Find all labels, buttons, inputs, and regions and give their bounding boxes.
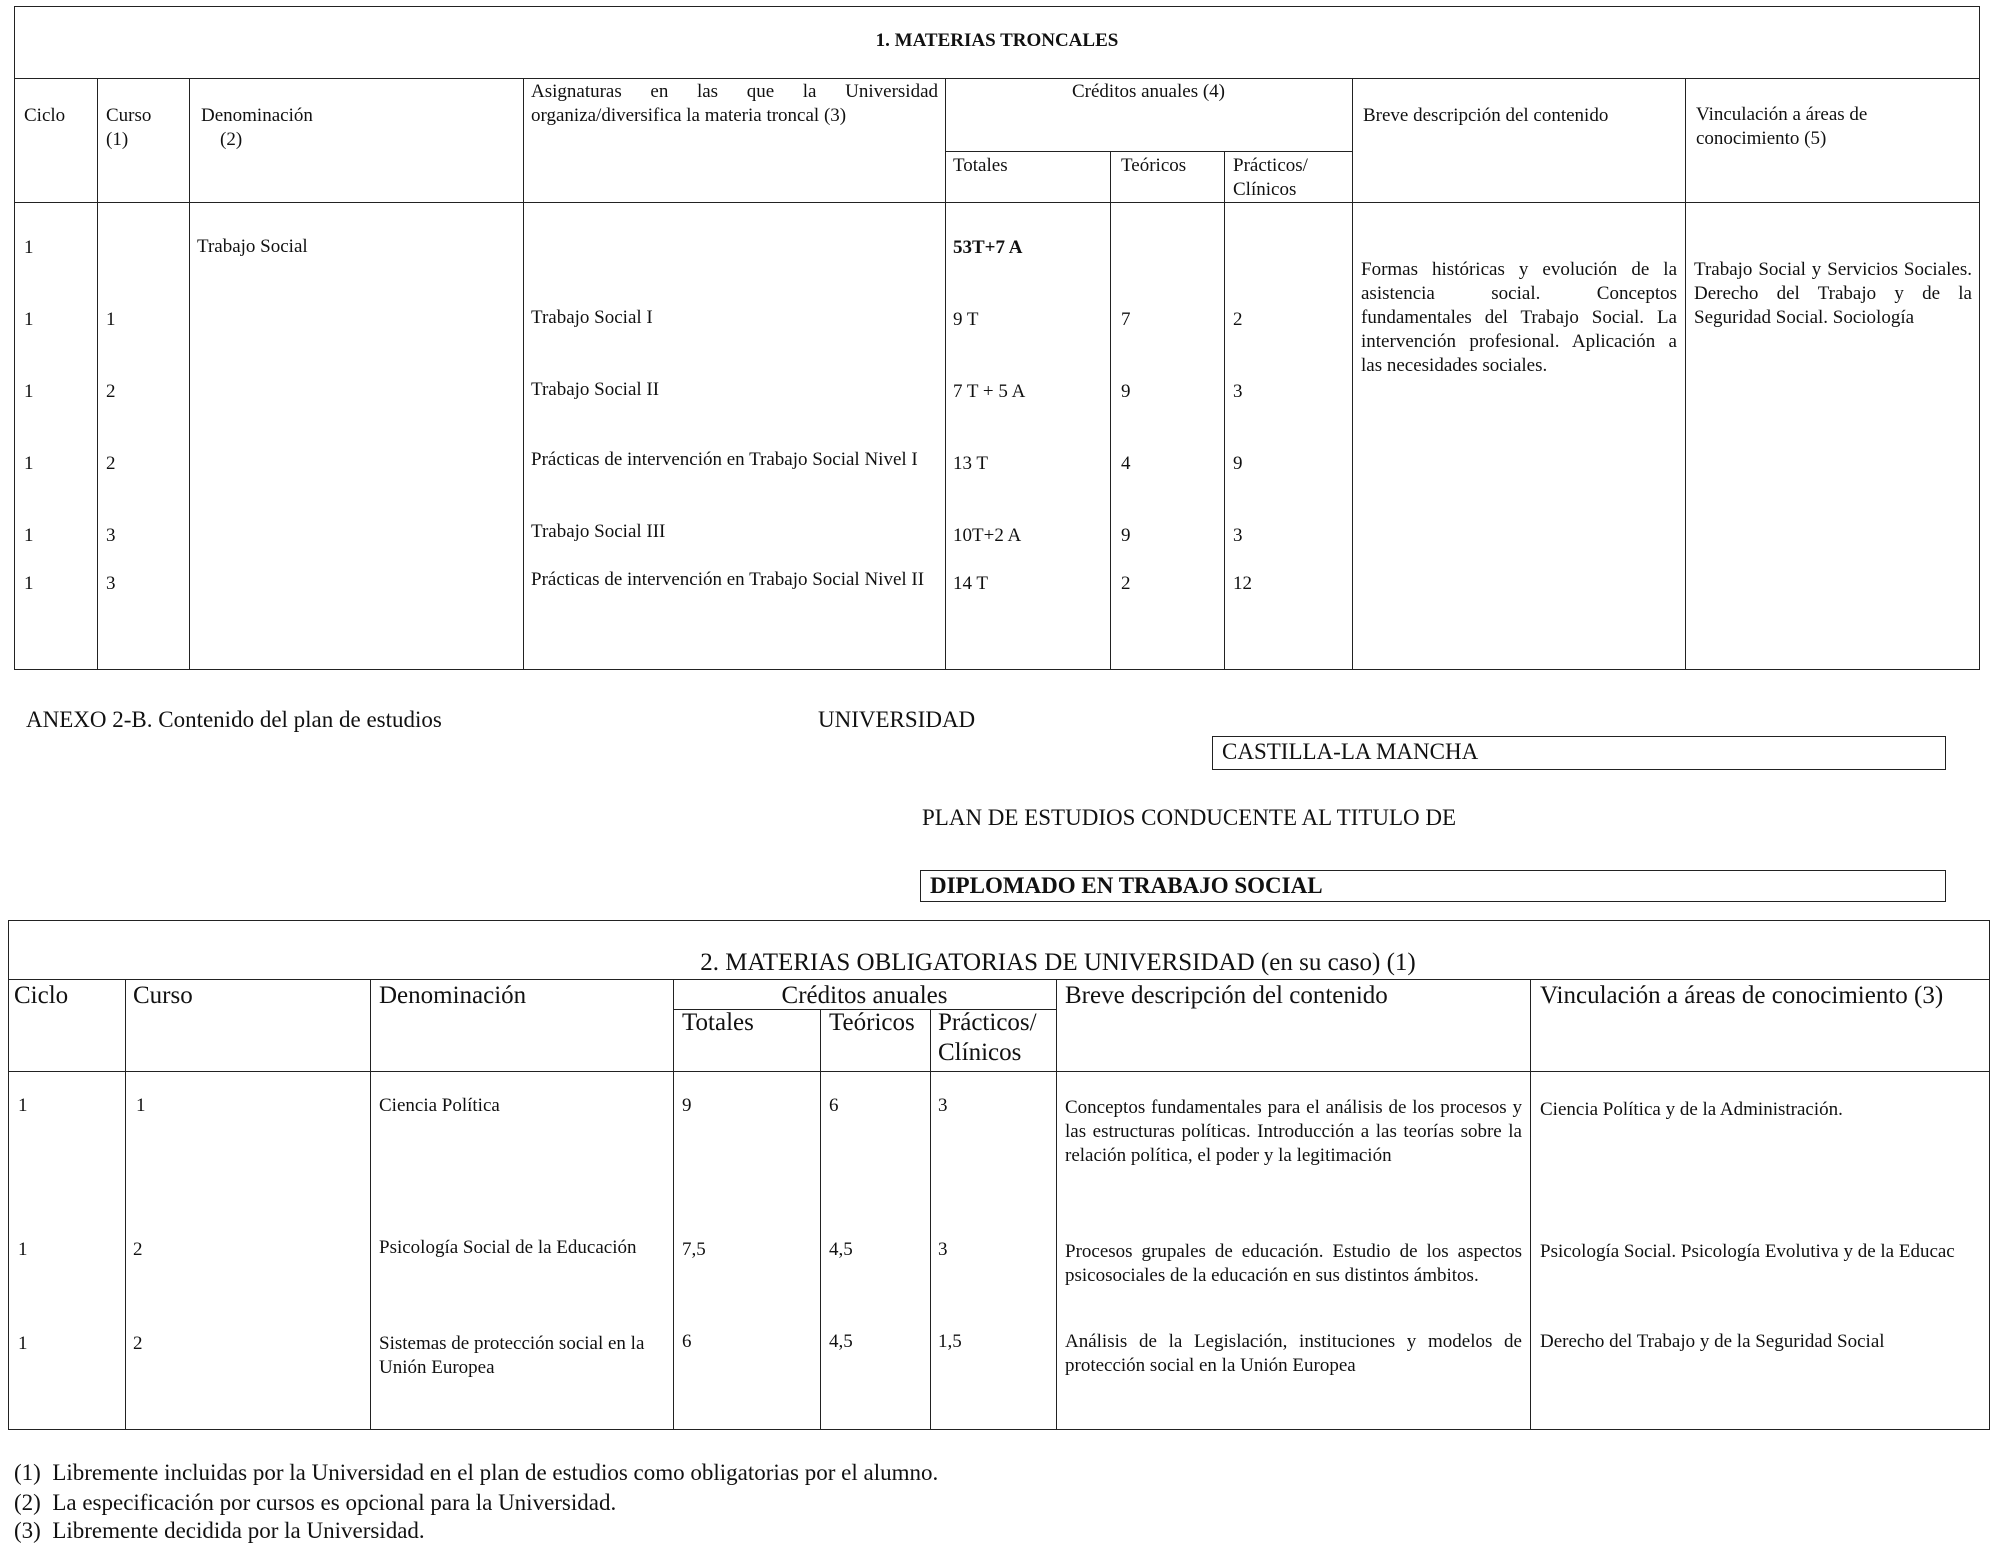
plan-label: PLAN DE ESTUDIOS CONDUCENTE AL TITULO DE (922, 805, 1457, 830)
header-curso: Curso (1) (106, 105, 152, 150)
header-asignaturas: Asignaturas en las que la Universidad organiza/diversifica la materia troncal (3) (531, 81, 938, 126)
row-descripcion: Procesos grupales de educación. Estudio de los aspectos psicosociales de la educación en sus distintos ámbitos. (1065, 1241, 1522, 1286)
col-divider (1530, 979, 1531, 1430)
header-teoricos: Teóricos (1121, 155, 1187, 176)
row-totales: 7,5 (682, 1239, 706, 1260)
header-descripcion: Breve descripción del contenido (1065, 982, 1388, 1009)
row-asignatura: Prácticas de intervención en Trabajo Social Nivel I (531, 449, 918, 470)
row-totales: 6 (682, 1331, 692, 1352)
titulo-name: DIPLOMADO EN TRABAJO SOCIAL (930, 873, 1323, 898)
header-denominacion: Denominación (379, 982, 527, 1009)
row-teoricos: 6 (829, 1095, 839, 1116)
col-divider (1110, 151, 1111, 670)
row-totales: 7 T + 5 A (953, 381, 1026, 402)
header-totales: Totales (953, 155, 1008, 176)
col-divider (930, 1009, 931, 1430)
troncales-title: 1. MATERIAS TRONCALES (875, 30, 1119, 51)
row-ciclo: 1 (24, 237, 34, 258)
row-teoricos: 7 (1121, 309, 1131, 330)
row-practicos: 3 (938, 1095, 948, 1116)
header-curso: Curso (133, 982, 193, 1009)
row-totales: 53T+7 A (953, 237, 1023, 258)
obligatorias-title: 2. MATERIAS OBLIGATORIAS DE UNIVERSIDAD (en su caso) (1) (700, 949, 1416, 976)
row-asignatura: Trabajo Social I (531, 307, 653, 328)
universidad-label: UNIVERSIDAD (818, 707, 976, 732)
row-totales: 10T+2 A (953, 525, 1022, 546)
row-asignatura: Trabajo Social III (531, 521, 666, 542)
header-practicos: Prácticos/ Clínicos (938, 1009, 1037, 1066)
row-ciclo: 1 (24, 573, 34, 594)
header-creditos: Créditos anuales (781, 982, 948, 1009)
col-divider (1056, 979, 1057, 1430)
header-ciclo: Ciclo (24, 105, 66, 126)
row-ciclo: 1 (18, 1333, 28, 1354)
title-divider (8, 979, 1990, 980)
row-practicos: 2 (1233, 309, 1243, 330)
row-asignatura: Prácticas de intervención en Trabajo Social Nivel II (531, 569, 925, 590)
row-teoricos: 9 (1121, 381, 1131, 402)
row-ciclo: 1 (24, 309, 34, 330)
row-ciclo: 1 (18, 1095, 28, 1116)
col-divider (673, 979, 674, 1430)
row-practicos: 3 (938, 1239, 948, 1260)
row-practicos: 1,5 (938, 1331, 962, 1352)
row-totales: 14 T (953, 573, 989, 594)
universidad-name: CASTILLA-LA MANCHA (1222, 739, 1479, 764)
row-curso: 3 (106, 525, 116, 546)
row-curso: 2 (133, 1333, 143, 1354)
row-practicos: 3 (1233, 525, 1243, 546)
row-practicos: 12 (1233, 573, 1252, 594)
row-ciclo: 1 (24, 525, 34, 546)
row-denominacion: Sistemas de protección social en la Unión Europea (379, 1333, 645, 1378)
creditos-subdivider (945, 151, 1352, 152)
header-teoricos: Teóricos (829, 1009, 915, 1036)
col-divider (370, 979, 371, 1430)
row-totales: 13 T (953, 453, 989, 474)
col-divider (125, 979, 126, 1430)
row-vinculacion: Ciencia Política y de la Administración. (1540, 1099, 1843, 1120)
row-teoricos: 4,5 (829, 1331, 853, 1352)
col-divider (97, 78, 98, 670)
header-creditos: Créditos anuales (4) (1071, 81, 1225, 102)
row-denominacion: Trabajo Social (197, 236, 308, 257)
row-asignatura: Trabajo Social II (531, 379, 660, 400)
row-ciclo: 1 (24, 453, 34, 474)
row-totales: 9 (682, 1095, 692, 1116)
col-divider (945, 78, 946, 670)
header-descripcion: Breve descripción del contenido (1363, 105, 1609, 126)
row-vinculacion: Psicología Social. Psicología Evolutiva y de la Educac (1540, 1241, 1955, 1262)
row-teoricos: 4,5 (829, 1239, 853, 1260)
anexo-label: ANEXO 2-B. Contenido del plan de estudios (26, 707, 442, 732)
row-teoricos: 4 (1121, 453, 1131, 474)
row-ciclo: 1 (24, 381, 34, 402)
col-divider (1224, 151, 1225, 670)
footnote: (2) La especificación por cursos es opcional para la Universidad. (14, 1490, 617, 1515)
row-denominacion: Ciencia Política (379, 1095, 500, 1116)
header-ciclo: Ciclo (14, 982, 69, 1009)
troncales-vinculacion: Trabajo Social y Servicios Sociales. Derecho del Trabajo y de la Seguridad Social. Sociología (1694, 259, 1972, 328)
col-divider (523, 78, 524, 670)
row-vinculacion: Derecho del Trabajo y de la Seguridad Social (1540, 1331, 1885, 1352)
row-curso: 2 (133, 1239, 143, 1260)
header-totales: Totales (682, 1009, 754, 1036)
header-vinculacion: Vinculación a áreas de conocimiento (3) (1540, 982, 1944, 1009)
row-curso: 2 (106, 453, 116, 474)
troncales-descripcion: Formas históricas y evolución de la asistencia social. Conceptos fundamentales del Trabajo Social. La intervención profesional. Aplicación a las necesidades sociales. (1361, 259, 1677, 376)
header-denominacion: Denominación (2) (201, 105, 313, 150)
row-descripcion: Análisis de la Legislación, instituciones y modelos de protección social en la Unión Europea (1065, 1331, 1522, 1376)
row-teoricos: 2 (1121, 573, 1131, 594)
row-ciclo: 1 (18, 1239, 28, 1260)
row-practicos: 3 (1233, 381, 1243, 402)
row-totales: 9 T (953, 309, 979, 330)
row-practicos: 9 (1233, 453, 1243, 474)
header-divider (8, 1071, 1990, 1072)
row-curso: 1 (106, 309, 116, 330)
header-practicos: Prácticos/ Clínicos (1233, 155, 1308, 200)
col-divider (189, 78, 190, 670)
header-vinculacion: Vinculación a áreas de conocimiento (5) (1696, 104, 1868, 149)
col-divider (1685, 78, 1686, 670)
col-divider (820, 1009, 821, 1430)
footnote: (1) Libremente incluidas por la Universidad en el plan de estudios como obligatorias por el alumno. (14, 1460, 939, 1485)
row-descripcion: Conceptos fundamentales para el análisis de los procesos y las estructuras políticas. Introducción a las teorías sobre la relación política, el poder y la legitimación (1065, 1097, 1522, 1166)
row-teoricos: 9 (1121, 525, 1131, 546)
row-curso: 1 (136, 1095, 146, 1116)
row-curso: 2 (106, 381, 116, 402)
row-denominacion: Psicología Social de la Educación (379, 1237, 637, 1258)
footnote: (3) Libremente decidida por la Universidad. (14, 1518, 425, 1543)
col-divider (1352, 78, 1353, 670)
row-curso: 3 (106, 573, 116, 594)
